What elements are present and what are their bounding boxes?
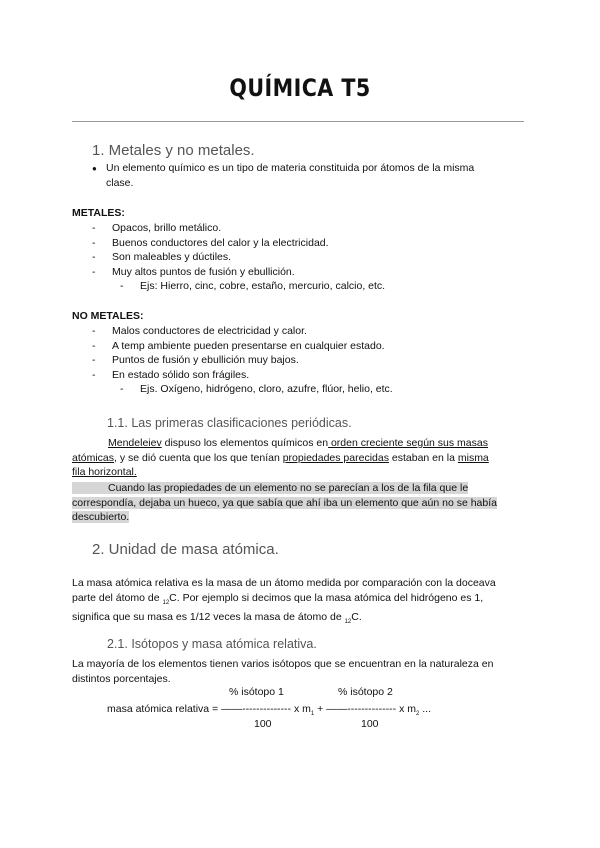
- list-item: - Puntos de fusión y ebullición muy bajos.: [92, 353, 532, 368]
- ellipsis: ...: [419, 703, 432, 715]
- mass-subscript: 2: [416, 711, 420, 718]
- paragraph-text: C. Por ejemplo si decimos que la masa atómica del hidrógeno es 1,: [169, 591, 484, 604]
- formula-label: masa atómica relativa =: [107, 703, 222, 715]
- paragraph-text: La mayoría de los elementos tienen varios isótopos que se encuentran en la naturaleza en: [72, 658, 494, 670]
- mendeleiev-name: Mendeleiev: [108, 437, 162, 449]
- underlined-text: propiedades parecidas: [282, 451, 389, 464]
- paragraph-text: significa que su masa es 1/12 veces la masa de átomo de: [72, 611, 345, 624]
- mendeleiev-paragraph: [72, 436, 532, 480]
- underlined-text: misma: [457, 451, 489, 464]
- paragraph-text: estaban en la: [388, 451, 458, 464]
- section-heading-1-1: 1.1. Las primeras clasificaciones periódicas.: [107, 416, 352, 430]
- list-item: - Muy altos puntos de fusión y ebullición.: [92, 265, 532, 280]
- fraction-bar-1: ——-------------- x m: [221, 703, 311, 715]
- paragraph-text: distintos porcentajes.: [72, 672, 171, 685]
- isotope-subscript: 12: [162, 599, 170, 606]
- definition-line-2: clase.: [106, 176, 134, 189]
- paragraph-text: dispuso los elementos químicos en: [161, 437, 329, 449]
- fraction-bar-2: ——-------------- x m: [326, 703, 416, 715]
- denominator-1: 100: [254, 718, 272, 730]
- paragraph-text: C.: [351, 611, 362, 624]
- highlight-line-2: correspondía, dejaba un hueco, ya que sabía que ahí iba un elemento que aún no se había: [72, 496, 497, 509]
- mass-subscript: 1: [310, 711, 315, 718]
- highlighted-paragraph: [72, 481, 532, 525]
- section-heading-2: 2. Unidad de masa atómica.: [92, 541, 279, 558]
- paragraph-text: parte del átomo de: [72, 591, 163, 604]
- list-item: - En estado sólido son frágiles.: [92, 368, 532, 383]
- uma-paragraph: [72, 576, 532, 630]
- highlight-line-1: Cuando las propiedades de un elemento no se parecían a los de la fila que le: [72, 482, 468, 494]
- highlight-line-3: descubierto.: [72, 511, 130, 524]
- isotope-subscript: 12: [344, 619, 352, 626]
- denominator-2: 100: [361, 718, 379, 730]
- nometales-list: [92, 324, 532, 397]
- definition-bullet: [92, 161, 546, 190]
- section-heading-1: 1. Metales y no metales.: [92, 142, 255, 159]
- numerator-2: % isótopo 2: [338, 686, 393, 698]
- list-item: - Ejs: Hierro, cinc, cobre, estaño, mercurio, calcio, etc.: [92, 279, 532, 294]
- underlined-text: atómicas: [72, 451, 115, 464]
- underlined-text: orden creciente según sus masas: [328, 437, 488, 449]
- numerator-1: % isótopo 1: [229, 686, 284, 698]
- isotopos-paragraph: [72, 657, 532, 686]
- formula-line: [107, 703, 431, 717]
- list-item: - Malos conductores de electricidad y calor.: [92, 324, 532, 339]
- nometales-heading: NO METALES:: [72, 310, 144, 322]
- definition-line-1: Un elemento químico es un tipo de materia constituida por átomos de la misma: [106, 162, 475, 174]
- list-item: - A temp ambiente pueden presentarse en cualquier estado.: [92, 339, 532, 354]
- section-heading-2-1: 2.1. Isótopos y masa atómica relativa.: [107, 637, 317, 651]
- list-item: - Son maleables y dúctiles.: [92, 250, 532, 265]
- metales-list: [92, 221, 532, 294]
- list-item: - Ejs. Oxígeno, hidrógeno, cloro, azufre, flúor, helio, etc.: [92, 382, 532, 397]
- title-divider: [72, 121, 524, 122]
- page-title: QUÍMICA T5: [229, 74, 371, 102]
- plus-sign: +: [314, 703, 327, 715]
- paragraph-text: , y se dió cuenta que los que tenían: [114, 451, 283, 464]
- list-item: - Buenos conductores del calor y la electricidad.: [92, 236, 532, 251]
- paragraph-text: La masa atómica relativa es la masa de un átomo medida por comparación con la doceava: [72, 577, 496, 589]
- underlined-text: fila horizontal: [72, 466, 134, 479]
- underlined-text: .: [133, 466, 137, 479]
- list-item: - Opacos, brillo metálico.: [92, 221, 532, 236]
- metales-heading: METALES:: [72, 207, 125, 219]
